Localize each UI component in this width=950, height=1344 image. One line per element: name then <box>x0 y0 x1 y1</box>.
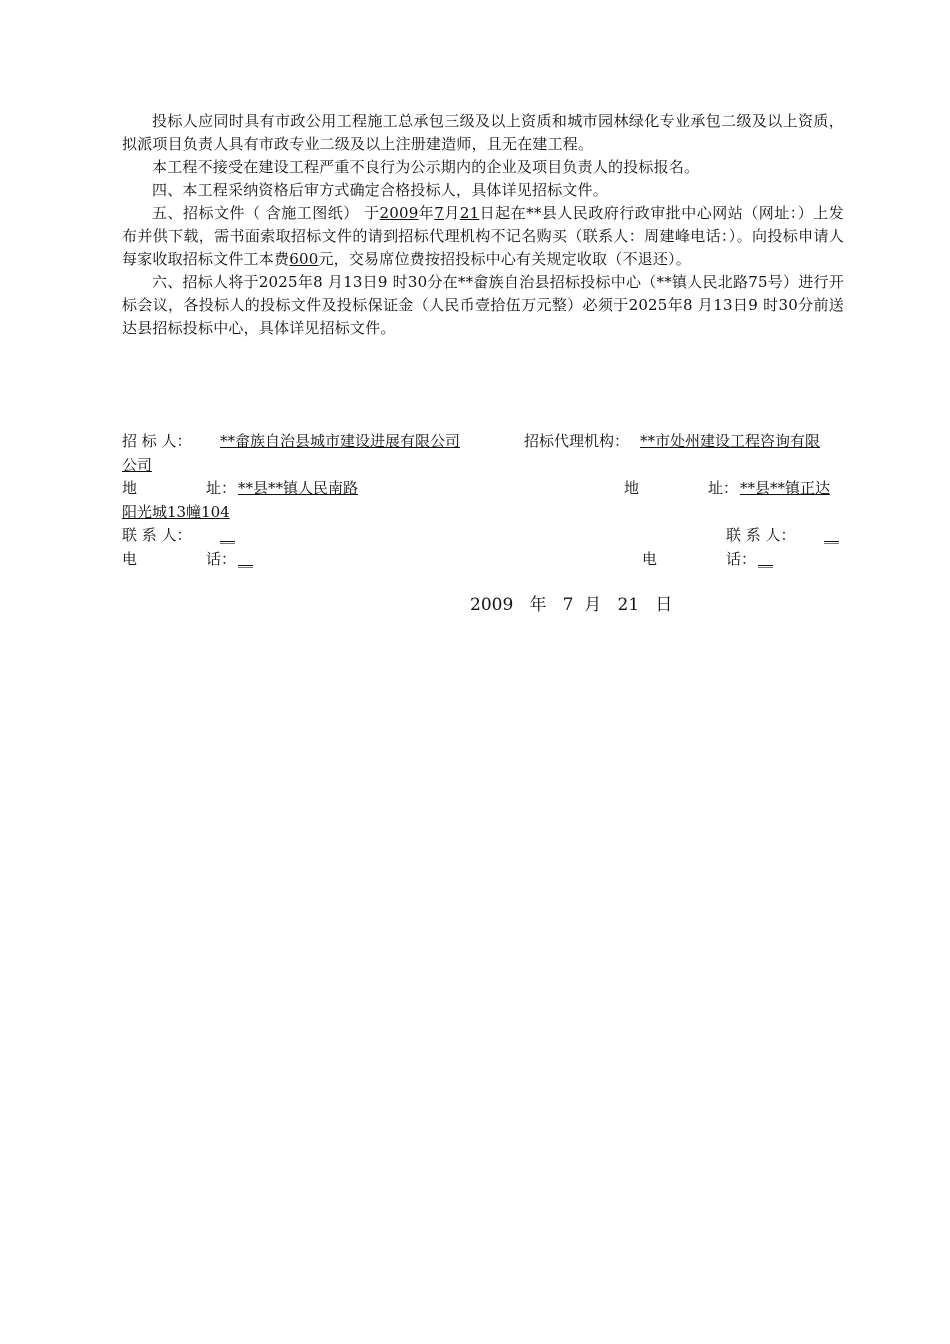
contact-value-right: __ <box>824 526 839 544</box>
tender-document-paragraph <box>122 202 844 271</box>
signature-block <box>122 430 844 571</box>
contact-label-right: 联 系 人： <box>726 526 796 544</box>
bad-record-paragraph: 本工程不接受在建设工程严重不良行为公示期内的企业及项目负责人的投标报名。 <box>152 158 700 176</box>
text-span: 年 <box>418 204 435 222</box>
address-value-right-line1: **县**镇正达 <box>740 479 831 497</box>
text-span: 日起在**县人民政府行政审批中心网站（网址：）上发布并供下载，需书面索取招标文件的请到招标代理机构不记名购买（联系人：周建峰电话：）。向投标申请人每家收取招标文件工本费 <box>122 204 844 268</box>
phone-label-right: 电 <box>642 549 658 568</box>
agency-label: 招标代理机构： <box>524 432 630 450</box>
issue-month: 7 <box>434 204 445 222</box>
issue-day: 21 <box>459 204 480 222</box>
address-value-left: **县**镇人民南路 <box>238 479 359 497</box>
address-value-right-line2: 阳光城13幢104 <box>122 502 230 521</box>
bid-opening-paragraph: 六、招标人将于2025年8 月13日9 时30分在**畲族自治县招标投标中心（**镇人民北路75号）进行开标会议，各投标人的投标文件及投标保证金（人民币壹拾伍万元整）必须于2025年8 月13日9 时30分前送达县招标投标中心，具体详见招标文件。 <box>122 273 844 337</box>
agency-value-line1: **市处州建设工程咨询有限 <box>640 432 821 450</box>
issue-year: 2009 <box>379 204 419 222</box>
address-label-left-2: 址： <box>206 479 237 497</box>
phone-label-left: 电 <box>122 549 138 568</box>
phone-value-left: __ <box>238 549 253 568</box>
contact-value-left: __ <box>220 526 235 544</box>
document-fee: 600 <box>289 250 319 268</box>
tenderer-value: **畲族自治县城市建设进展有限公司 <box>220 432 461 450</box>
phone-label-right-2: 话： <box>726 549 757 568</box>
text-span: 五、招标文件（ 含施工图纸） 于 <box>152 204 380 222</box>
phone-label-left-2: 话： <box>206 549 237 568</box>
document-date: 2009 年 7 月 21 日 <box>470 595 673 615</box>
announcement-body <box>122 110 844 340</box>
text-span: 元，交易席位费按招投标中心有关规定收取（不退还）。 <box>318 250 691 268</box>
phone-value-right: __ <box>758 549 773 568</box>
address-label-right-2: 址： <box>708 479 739 497</box>
contact-label-left: 联 系 人： <box>122 526 192 544</box>
text-span: 月 <box>444 204 460 222</box>
qualification-paragraph: 投标人应同时具有市政公用工程施工总承包三级及以上资质和城市园林绿化专业承包二级及以上资质，拟派项目负责人具有市政专业二级及以上注册建造师，且无在建工程。 <box>122 112 844 153</box>
agency-value-line2: 公司 <box>122 455 153 474</box>
address-label-left: 地 <box>122 479 138 497</box>
tenderer-label: 招 标 人： <box>122 432 192 450</box>
qualification-review-paragraph: 四、本工程采纳资格后审方式确定合格投标人，具体详见招标文件。 <box>152 181 609 199</box>
address-label-right: 地 <box>624 479 640 497</box>
